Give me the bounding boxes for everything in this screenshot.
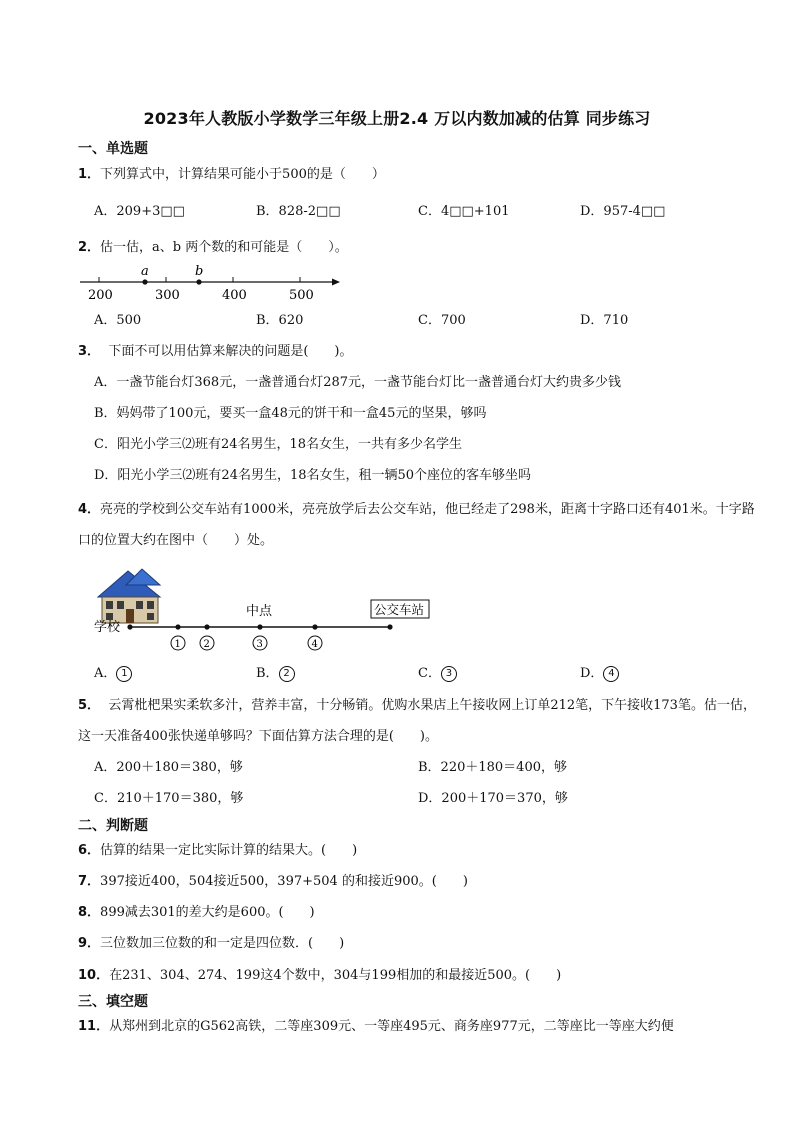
tick-label-400: 400 (222, 288, 247, 303)
q2-option-a[interactable]: A．500 (94, 313, 142, 328)
q2-option-b[interactable]: B．620 (256, 313, 304, 328)
question-text: 亮亮的学校到公交车站有1000米，亮亮放学后去公交车站，他已经走了298米，距离十字路口还有401米。十字路口的位置大约在图中（ ）处。 (78, 502, 755, 548)
midpoint-label: 中点 (246, 604, 273, 619)
label-a: a (141, 264, 149, 279)
q3-option-c[interactable]: C．阳光小学三⑵班有24名男生，18名女生，一共有多少名学生 (94, 437, 463, 452)
question-number: 7． (78, 874, 101, 889)
question-number: 4． (78, 502, 101, 517)
question-11 (78, 1017, 674, 1037)
circled-number: 1 (116, 666, 132, 682)
question-number: 3． (78, 344, 101, 359)
question-text: 估一估，a、b 两个数的和可能是（ ）。 (100, 240, 348, 255)
q4-option-c[interactable] (418, 664, 457, 684)
question-number: 2． (78, 240, 101, 255)
question-7 (78, 872, 468, 892)
question-2 (78, 238, 348, 258)
point-3 (257, 624, 262, 629)
question-9 (78, 934, 344, 954)
option-label: A． (94, 666, 117, 681)
q4-option-a[interactable] (94, 664, 132, 684)
q1-option-b[interactable]: B．828-2□□ (256, 204, 341, 219)
question-8 (78, 903, 315, 923)
question-number: 5． (78, 698, 101, 713)
point-b (196, 279, 201, 284)
page-title: 2023年人教版小学数学三年级上册2.4 万以内数加减的估算 同步练习 (143, 109, 651, 128)
q5-option-b[interactable]: B．220＋180＝400，够 (418, 760, 567, 775)
question-number: 9． (78, 936, 101, 951)
q2-option-c[interactable]: C．700 (418, 313, 466, 328)
marker-1-label: 1 (174, 639, 181, 650)
label-b: b (195, 264, 204, 279)
question-4 (78, 494, 758, 556)
circled-number: 4 (603, 666, 619, 682)
station-point (387, 624, 392, 629)
q3-option-b[interactable]: B．妈妈带了100元，要买一盒48元的饼干和一盒45元的坚果，够吗 (94, 406, 487, 421)
q1-option-d[interactable]: D．957-4□□ (580, 204, 666, 219)
school-house-icon (98, 569, 160, 623)
question-number: 8． (78, 905, 101, 920)
question-text: 在231、304、274、199这4个数中，304与199相加的和最接近500。( ) (109, 968, 562, 983)
circled-number: 3 (441, 666, 457, 682)
question-text: 三位数加三位数的和一定是四位数．( ) (100, 936, 345, 951)
marker-3-label: 3 (256, 639, 263, 650)
option-label: C． (418, 666, 441, 681)
q5-option-a[interactable]: A．200＋180＝380，够 (94, 760, 243, 775)
q4-option-b[interactable] (256, 664, 295, 684)
question-1 (78, 165, 385, 185)
q3-option-d[interactable]: D．阳光小学三⑵班有24名男生，18名女生，租一辆50个座位的客车够坐吗 (94, 468, 532, 483)
option-label: D． (580, 666, 604, 681)
question-text: 从郑州到北京的G562高铁，二等座309元、一等座495元、商务座977元，二等座比一等座大约便 (109, 1019, 674, 1034)
question-number: 11． (78, 1019, 110, 1034)
point-1 (175, 624, 180, 629)
school-point (127, 624, 132, 629)
question-text: 397接近400，504接近500，397+504 的和接近900。( ) (100, 874, 468, 889)
question-10 (78, 966, 561, 986)
question-number: 1． (78, 167, 101, 182)
circled-number: 2 (279, 666, 295, 682)
question-text: 云霄枇杷果实柔软多汁，营养丰富，十分畅销。优购水果店上午接收网上订单212笔，下午接收173笔。估一估，这一天准备400张快递单够吗？下面估算方法合理的是( )。 (78, 698, 756, 744)
tick-label-500: 500 (289, 288, 314, 303)
question-number: 6． (78, 843, 101, 858)
q5-option-d[interactable]: D．200＋170＝370，够 (418, 791, 568, 806)
question-text: 下列算式中，计算结果可能小于500的是（ ） (100, 167, 385, 182)
point-4 (312, 624, 317, 629)
q4-option-d[interactable] (580, 664, 619, 684)
option-label: B． (256, 666, 279, 681)
station-label: 公交车站 (374, 602, 425, 617)
point-a (142, 279, 147, 284)
section-heading-true-false: 二、判断题 (78, 818, 148, 834)
question-number: 10． (78, 968, 110, 983)
q5-option-c[interactable]: C．210＋170＝380，够 (94, 791, 244, 806)
number-line-figure (76, 262, 346, 304)
question-6 (78, 841, 357, 861)
q1-option-c[interactable]: C．4□□+101 (418, 204, 510, 219)
question-3 (78, 342, 352, 362)
marker-4-label: 4 (311, 639, 318, 650)
section-heading-fill-in: 三、填空题 (78, 994, 148, 1010)
tick-label-200: 200 (88, 288, 113, 303)
section-heading-single-choice: 一、单选题 (78, 141, 148, 157)
question-text: 下面不可以用估算来解决的问题是( )。 (108, 344, 353, 359)
route-figure (90, 565, 440, 655)
marker-2-label: 2 (203, 639, 210, 650)
q2-option-d[interactable]: D．710 (580, 313, 629, 328)
number-line-arrow-icon (332, 279, 340, 286)
question-text: 899减去301的差大约是600。( ) (100, 905, 315, 920)
question-5 (78, 690, 758, 752)
q1-option-a[interactable]: A．209+3□□ (94, 204, 185, 219)
q3-option-a[interactable]: A．一盏节能台灯368元，一盏普通台灯287元，一盏节能台灯比一盏普通台灯大约贵多少钱 (94, 375, 622, 390)
school-label: 学校 (94, 620, 121, 635)
point-2 (204, 624, 209, 629)
question-text: 估算的结果一定比实际计算的结果大。( ) (100, 843, 358, 858)
tick-label-300: 300 (155, 288, 180, 303)
